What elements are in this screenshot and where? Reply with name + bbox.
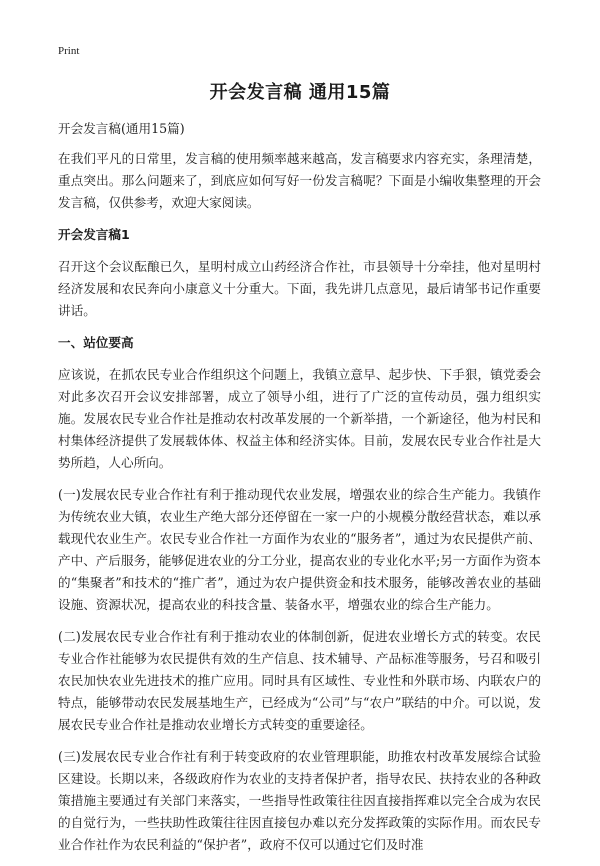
- print-label[interactable]: Print: [58, 45, 80, 57]
- document-subtitle: 开会发言稿(通用15篇): [58, 121, 185, 136]
- paragraph: 召开这个会议酝酿已久，星明村成立山药经济合作社，市县领导十分牵挂，他对星明村经济发展和农民奔向小康意义十分重大。下面，我先讲几点意见，最后请邹书记作重要讲话。: [58, 259, 541, 318]
- section-heading: 开会发言稿1: [58, 227, 130, 242]
- list-item: (二)发展农民专业合作社有利于推动农业的体制创新，促进农业增长方式的转变。农民专业合作社能够为农民提供有效的生产信息、技术辅导、产品标准等服务，号召和吸引农民加快农业先进技术的推广应用。同时具有区域性、专业性和外联市场、内联农户的特点，能够带动农民发展基地生产，已经成为“公司”与“农户”联结的中介。可以说，发展农民专业合作社是推动农业增长方式转变的重要途径。: [58, 629, 541, 732]
- list-item: (一)发展农民专业合作社有利于推动现代农业发展，增强农业的综合生产能力。我镇作为传统农业大镇，农业生产绝大部分还停留在一家一户的小规模分散经营状态，难以承载现代农业生产。农民专业合作社一方面作为农业的“服务者”，通过为农民提供产前、产中、产后服务，能够促进农业的分工分业，提高农业的专业化水平;另一方面作为资本的“集聚者”和技术的“推广者”，通过为农户提供资金和技术服务，能够改善农业的基础设施、资源状况，提高农业的科技含量、装备水平，增强农业的综合生产能力。: [58, 487, 541, 612]
- document-title: 开会发言稿 通用15篇: [209, 82, 391, 103]
- list-item: (三)发展农民专业合作社有利于转变政府的农业管理职能，助推农村改革发展综合试验区建设。长期以来，各级政府作为农业的支持者保护者，指导农民、扶持农业的各种政策措施主要通过有关部门来落实，一些指导性政策往往因直接指挥难以完全合成为农民的自觉行为，一些扶助性政策往往因直接包办难以充分发挥政策的实际作用。而农民专业合作社作为农民利益的“保护者”，政府不仅可以通过它们及时准: [58, 749, 541, 852]
- point-heading: 一、站位要高: [58, 335, 134, 350]
- intro-paragraph: 在我们平凡的日常里，发言稿的使用频率越来越高，发言稿要求内容充实，条理清楚，重点突出。那么问题来了，到底应如何写好一份发言稿呢？下面是小编收集整理的开会发言稿，仅供参考，欢迎大家阅读。: [58, 151, 541, 210]
- document-body: [58, 118, 541, 866]
- paragraph: 应该说，在抓农民专业合作组织这个问题上，我镇立意早、起步快、下手狠，镇党委会对此多次召开会议安排部署，成立了领导小组，进行了广泛的宣传动员，强力组织实施。发展农民专业合作社是推动农村改革发展的一个新举措，一个新途径，他为村民和村集体经济提供了发展载体体、权益主体和经济实体。目前，发展农民专业合作社是大势所趋，人心所向。: [58, 367, 541, 470]
